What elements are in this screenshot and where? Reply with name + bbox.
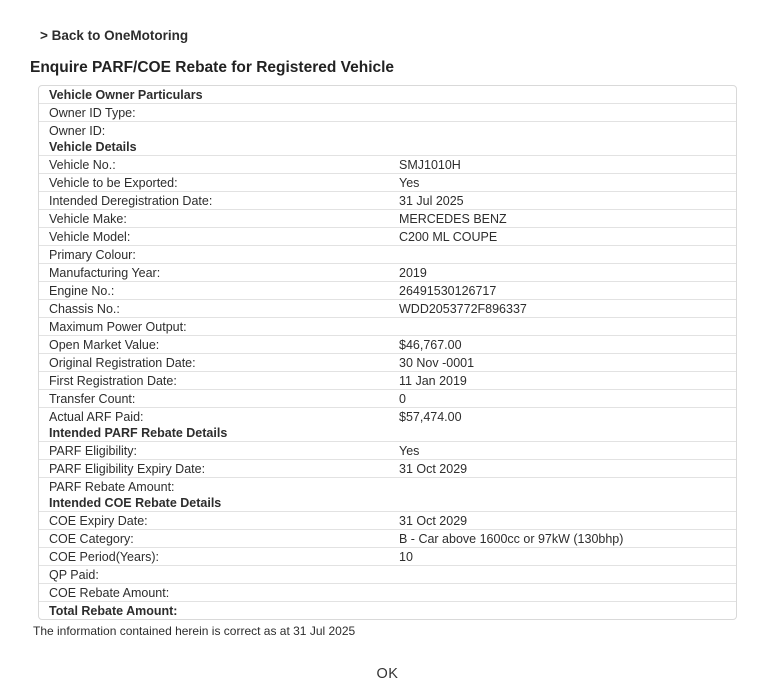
value-cell (399, 210, 736, 227)
table-row (39, 210, 736, 228)
table-row (39, 86, 736, 104)
value-cell (399, 372, 736, 389)
label-cell (39, 246, 399, 263)
table-row (39, 318, 736, 336)
table-row (39, 372, 736, 390)
table-row (39, 192, 736, 210)
field-label: Actual ARF Paid: (49, 410, 144, 424)
field-label: PARF Eligibility: (49, 444, 137, 458)
value-cell (399, 156, 736, 173)
field-label: COE Rebate Amount: (49, 586, 170, 600)
field-value: WDD2053772F896337 (399, 302, 527, 316)
field-label: PARF Eligibility Expiry Date: (49, 462, 206, 476)
value-cell (399, 192, 736, 209)
field-label: Vehicle No.: (49, 158, 116, 172)
field-value: 10 (399, 550, 413, 564)
label-cell (39, 228, 399, 245)
table-row (39, 246, 736, 264)
value-cell (399, 174, 736, 191)
table-row (39, 530, 736, 548)
field-label: Manufacturing Year: (49, 266, 161, 280)
field-value: 31 Oct 2029 (399, 514, 468, 528)
label-cell (39, 390, 399, 407)
field-label: First Registration Date: (49, 374, 177, 388)
field-label: Vehicle Model: (49, 230, 131, 244)
label-cell (39, 210, 399, 227)
label-cell (39, 318, 399, 335)
value-cell (399, 246, 736, 249)
label-cell (39, 584, 399, 601)
value-cell (399, 478, 736, 481)
value-cell (399, 566, 736, 569)
label-cell (39, 282, 399, 299)
field-value: SMJ1010H (399, 158, 461, 172)
field-label: Chassis No.: (49, 302, 120, 316)
field-value: MERCEDES BENZ (399, 212, 507, 226)
field-label: Vehicle Make: (49, 212, 127, 226)
field-label: QP Paid: (49, 568, 99, 582)
label-cell (39, 372, 399, 389)
back-to-onemotoring-link[interactable]: > Back to OneMotoring (40, 28, 189, 43)
label-cell (39, 442, 399, 459)
field-value: 0 (399, 392, 406, 406)
value-cell (399, 408, 736, 425)
value-cell (399, 602, 736, 605)
field-label: Vehicle to be Exported: (49, 176, 178, 190)
value-cell (399, 530, 736, 547)
label-cell (39, 530, 399, 547)
field-value: 31 Oct 2029 (399, 462, 468, 476)
label-cell (39, 566, 399, 583)
table-row (39, 566, 736, 584)
rebate-details-table (38, 85, 737, 620)
value-cell (399, 264, 736, 281)
table-row (39, 408, 736, 442)
field-value: 30 Nov -0001 (399, 356, 475, 370)
section-header: Intended COE Rebate Details (49, 496, 222, 510)
field-label: Primary Colour: (49, 248, 136, 262)
field-label: Vehicle Owner Particulars (49, 88, 203, 102)
field-label: Maximum Power Output: (49, 320, 187, 334)
field-value: Yes (399, 176, 420, 190)
table-row (39, 548, 736, 566)
field-label: Engine No.: (49, 284, 115, 298)
label-cell (39, 174, 399, 191)
table-row (39, 584, 736, 602)
field-label: Owner ID: (49, 124, 106, 138)
field-label: COE Period(Years): (49, 550, 159, 564)
table-row (39, 336, 736, 354)
ok-button-container (0, 662, 775, 686)
value-cell (399, 512, 736, 529)
value-cell (399, 300, 736, 317)
ok-button[interactable]: OK (367, 662, 409, 686)
label-cell (39, 104, 399, 121)
label-cell (39, 354, 399, 371)
table-row (39, 390, 736, 408)
table-row (39, 282, 736, 300)
table-row (39, 460, 736, 478)
value-cell (399, 584, 736, 587)
table-row (39, 354, 736, 372)
value-cell (399, 336, 736, 353)
field-value: $57,474.00 (399, 410, 462, 424)
value-cell (399, 548, 736, 565)
table-row (39, 122, 736, 156)
field-label: COE Expiry Date: (49, 514, 148, 528)
value-cell (399, 104, 736, 107)
table-row (39, 602, 736, 619)
table-row (39, 174, 736, 192)
label-cell (39, 512, 399, 529)
table-row (39, 442, 736, 460)
field-label: Intended Deregistration Date: (49, 194, 213, 208)
label-cell (39, 300, 399, 317)
label-cell (39, 548, 399, 565)
field-label: Open Market Value: (49, 338, 160, 352)
label-cell (39, 122, 399, 155)
info-correct-as-at-note: The information contained herein is correct as at 31 Jul 2025 (33, 624, 356, 638)
table-row (39, 478, 736, 512)
value-cell (399, 86, 736, 89)
table-row (39, 228, 736, 246)
label-cell (39, 156, 399, 173)
label-cell (39, 192, 399, 209)
field-label: Total Rebate Amount: (49, 604, 178, 618)
value-cell (399, 122, 736, 125)
value-cell (399, 318, 736, 321)
label-cell (39, 264, 399, 281)
table-row (39, 264, 736, 282)
field-value: 31 Jul 2025 (399, 194, 464, 208)
label-cell (39, 408, 399, 441)
section-header: Vehicle Details (49, 140, 137, 154)
field-label: Transfer Count: (49, 392, 136, 406)
field-label: Original Registration Date: (49, 356, 196, 370)
field-value: Yes (399, 444, 420, 458)
table-row (39, 104, 736, 122)
field-value: 11 Jan 2019 (399, 374, 467, 388)
label-cell (39, 336, 399, 353)
value-cell (399, 282, 736, 299)
value-cell (399, 228, 736, 245)
table-row (39, 512, 736, 530)
field-value: 2019 (399, 266, 427, 280)
value-cell (399, 442, 736, 459)
field-value: B - Car above 1600cc or 97kW (130bhp) (399, 532, 624, 546)
label-cell (39, 460, 399, 477)
page-title: Enquire PARF/COE Rebate for Registered Vehicle (30, 59, 395, 76)
value-cell (399, 354, 736, 371)
label-cell (39, 602, 399, 619)
table-row (39, 300, 736, 318)
section-header: Intended PARF Rebate Details (49, 426, 228, 440)
label-cell (39, 86, 399, 103)
value-cell (399, 390, 736, 407)
table-row (39, 156, 736, 174)
label-cell (39, 478, 399, 511)
field-label: Owner ID Type: (49, 106, 136, 120)
field-value: $46,767.00 (399, 338, 462, 352)
field-value: 26491530126717 (399, 284, 497, 298)
field-label: COE Category: (49, 532, 134, 546)
field-value: C200 ML COUPE (399, 230, 498, 244)
value-cell (399, 460, 736, 477)
field-label: PARF Rebate Amount: (49, 480, 175, 494)
